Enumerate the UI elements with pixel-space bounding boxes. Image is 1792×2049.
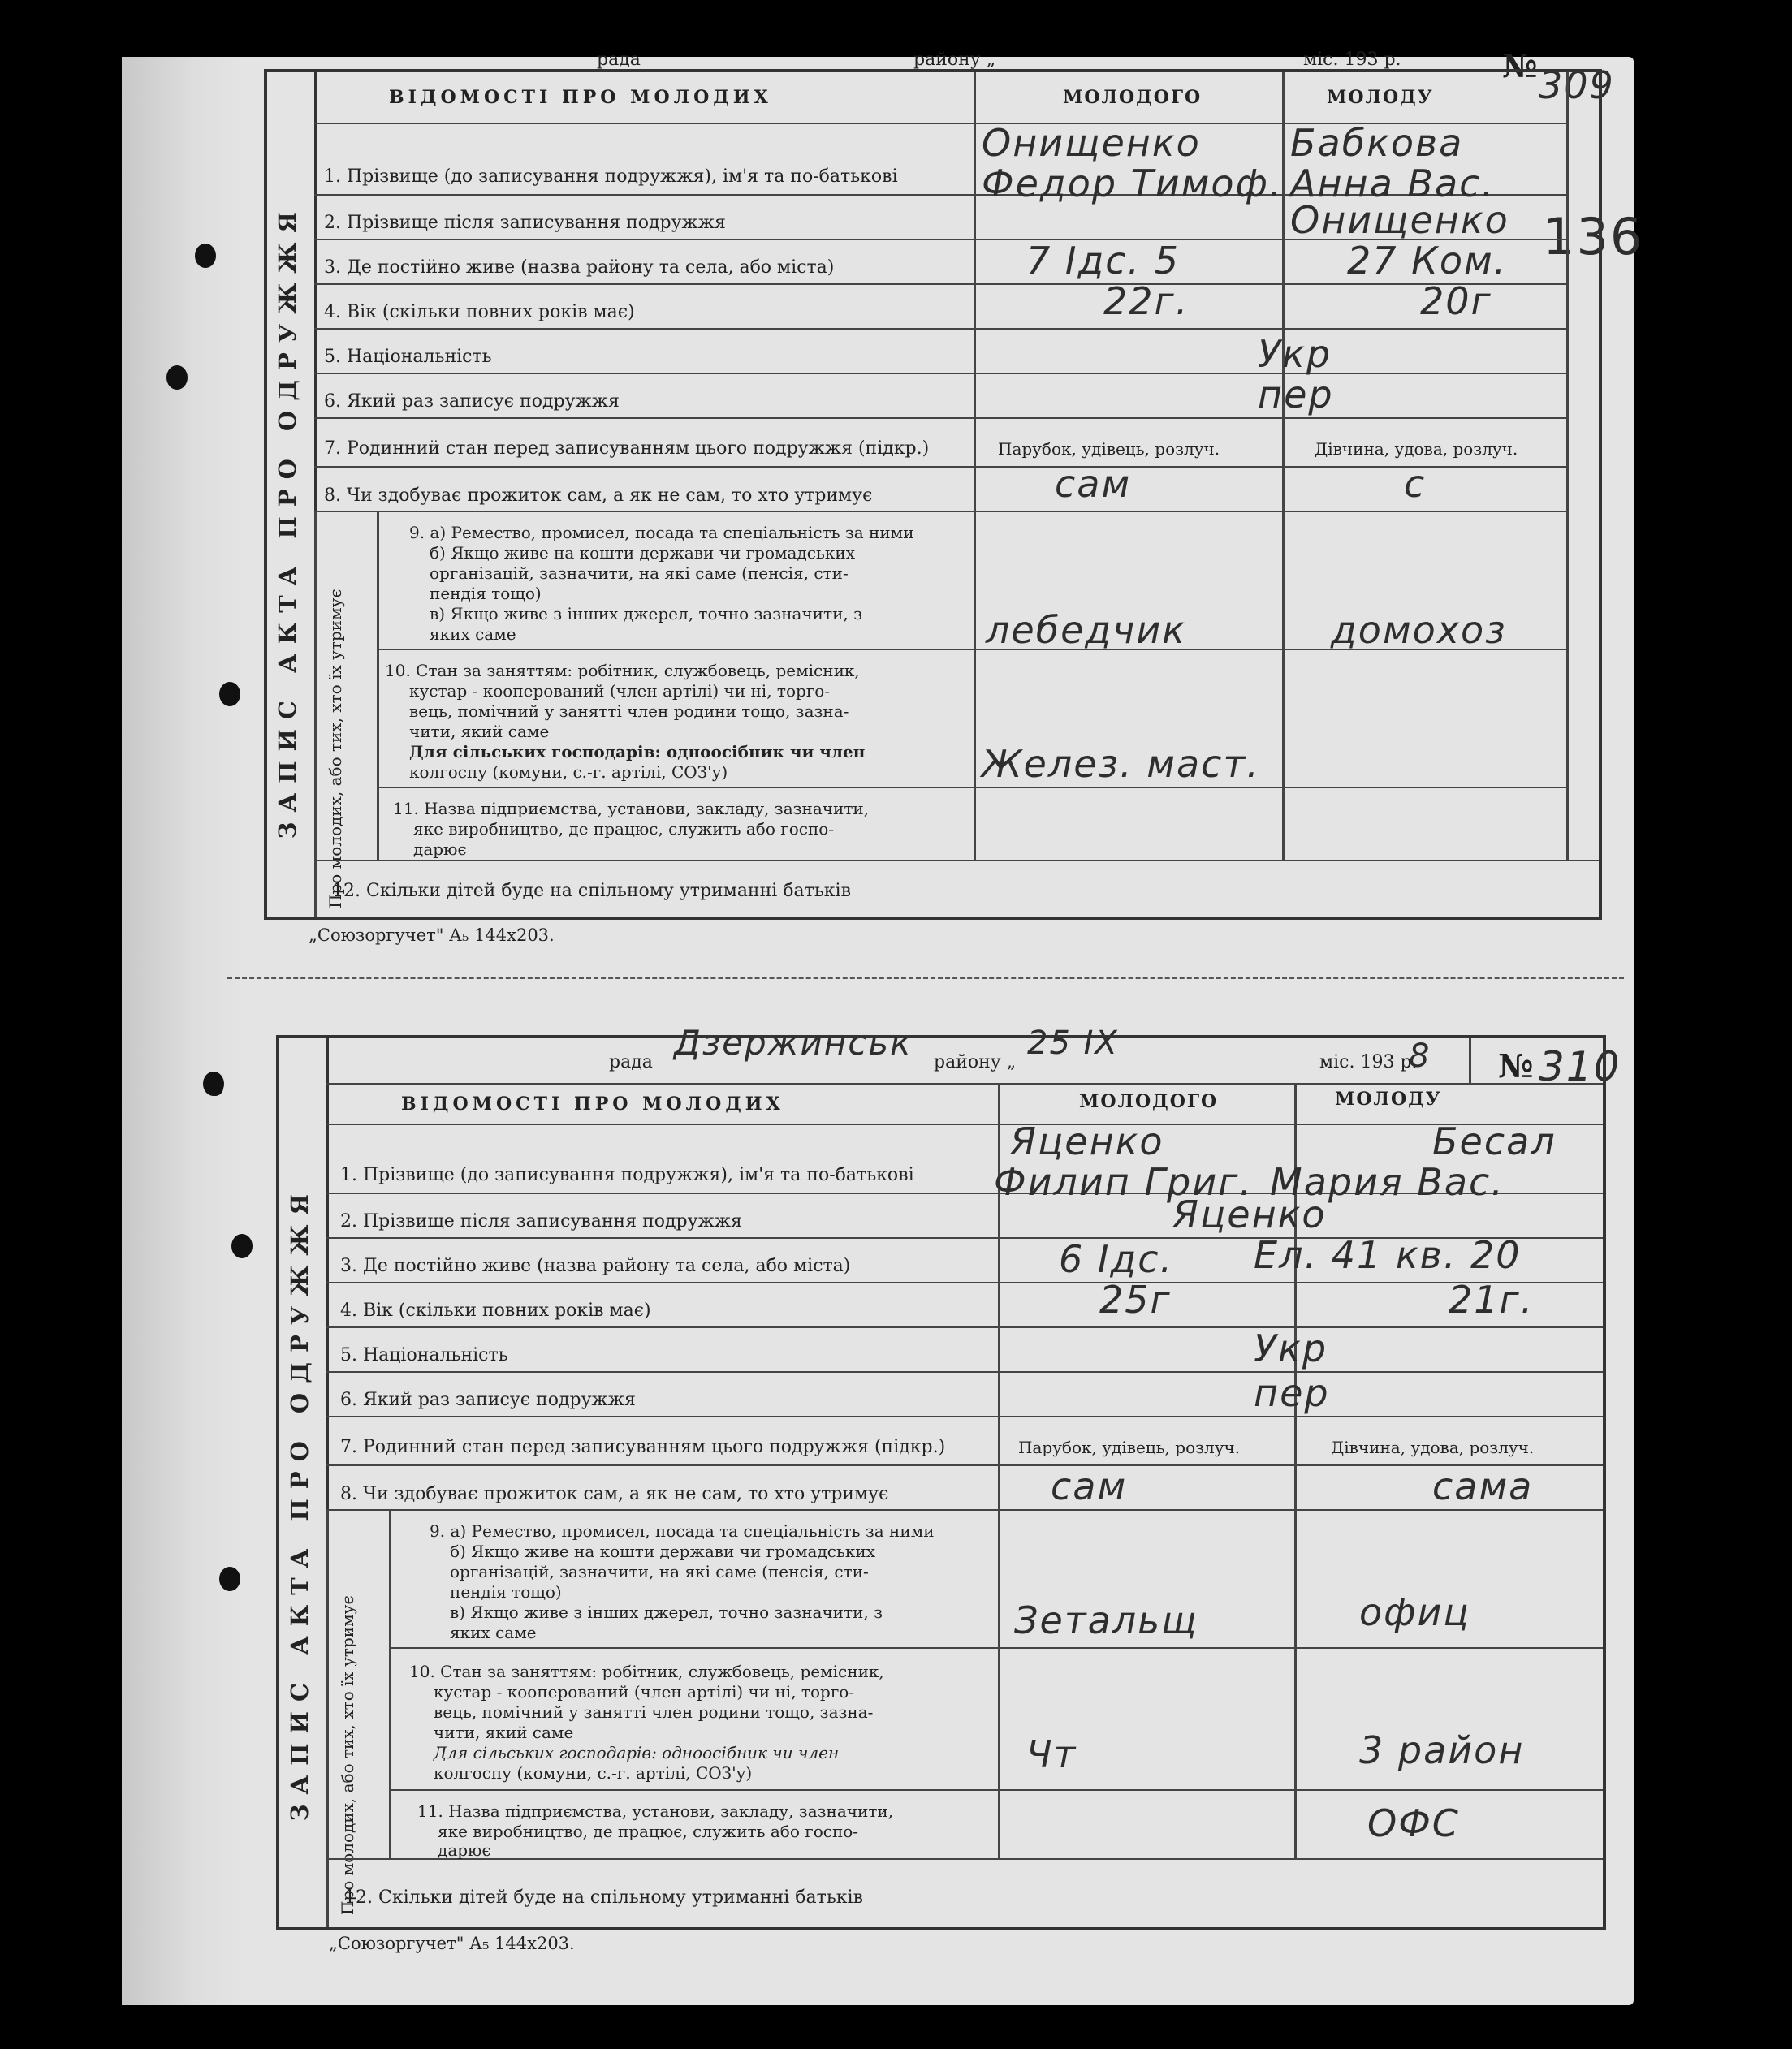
row-9-line: організацій, зазначити, на які саме (пенсія, сти- xyxy=(450,1562,869,1581)
side-subtitle: Про молодих, або тих, хто їх утримує xyxy=(326,589,345,908)
nationality: Укр xyxy=(1258,332,1332,376)
header-bride: МОЛОДУ xyxy=(1327,87,1434,108)
row-10-line: вець, помічний у занятті член родини тощо, зазна- xyxy=(434,1702,874,1722)
row-8-label: 8. Чи здобуває прожиток сам, а як не сам, то хто утримує xyxy=(340,1484,889,1504)
row-5-label: 5. Національність xyxy=(324,347,492,367)
punch-hole xyxy=(219,682,240,706)
bride-workplace: ОФС xyxy=(1367,1801,1460,1845)
bride-status: 3 район xyxy=(1359,1728,1525,1772)
side-title-column xyxy=(279,1038,329,1927)
new-surname: Яценко xyxy=(1172,1193,1327,1236)
rada-name: Дзержинськ xyxy=(674,1023,913,1063)
row-5-label: 5. Національність xyxy=(340,1345,508,1365)
row-line xyxy=(314,328,1566,330)
marriage-count: пер xyxy=(1254,1371,1330,1415)
row-line xyxy=(377,787,1566,788)
bride-surname: Бабкова xyxy=(1290,121,1464,165)
side-title-column xyxy=(267,72,317,917)
record-number-label: № xyxy=(1498,1047,1534,1085)
bride-name: Анна Вас. xyxy=(1290,162,1496,205)
bride-occupation: домохоз xyxy=(1331,608,1507,652)
row-line xyxy=(326,1416,1603,1417)
row-line xyxy=(314,283,1566,285)
header-groom: МОЛОДОГО xyxy=(1079,1091,1219,1112)
row-11-line: яке виробництво, де працює, служить або госпо- xyxy=(413,819,835,839)
side-subtitle: Про молодих, або тих, хто їх утримує xyxy=(338,1595,357,1915)
row-line xyxy=(314,373,1566,374)
row-11-line: яке виробництво, де працює, служить або госпо- xyxy=(438,1822,859,1841)
punch-hole xyxy=(219,1567,240,1591)
groom-workplace: Желез. маст. xyxy=(982,742,1260,786)
row-4-label: 4. Вік (скільки повних років має) xyxy=(340,1301,651,1321)
groom-name: Федор Тимоф. xyxy=(982,162,1283,205)
groom-surname: Яценко xyxy=(1010,1119,1164,1163)
header-info: ВІДОМОСТІ ПРО МОЛОДИХ xyxy=(389,87,772,108)
row-line xyxy=(389,1647,1603,1649)
row-line xyxy=(314,511,1566,512)
divider xyxy=(314,511,317,917)
row-line xyxy=(326,1371,1603,1373)
row-line xyxy=(326,1509,1603,1511)
bride-age: 20г xyxy=(1420,279,1492,323)
row-3-label: 3. Де постійно живе (назва району та села, або міста) xyxy=(340,1256,851,1276)
year-digit: 8 xyxy=(1409,1037,1431,1075)
divider xyxy=(389,1509,391,1858)
row-11-line: 11. Назва підприємства, установи, закладу, зазначити, xyxy=(393,799,870,818)
date: 25 IX xyxy=(1027,1024,1119,1062)
side-title: ЗАПИС АКТА ПРО ОДРУЖЖЯ xyxy=(274,202,301,839)
punch-hole xyxy=(166,365,188,390)
groom-name: Филип Григ. xyxy=(994,1160,1254,1204)
row-10-line: 10. Стан за заняттям: робітник, службовець, ремісник, xyxy=(409,1662,884,1681)
record-number: 310 xyxy=(1539,1043,1621,1090)
rada-label: рада xyxy=(597,50,641,70)
binding-edge xyxy=(122,57,244,2005)
groom-status-options: Парубок, удівець, розлуч. xyxy=(998,439,1220,459)
bride-status-options: Дівчина, удова, розлуч. xyxy=(1331,1438,1535,1457)
divider xyxy=(377,511,379,860)
rayon-label: району „ xyxy=(913,50,996,70)
marriage-count: пер xyxy=(1258,373,1334,416)
row-9-line: організацій, зазначити, на які саме (пенсія, сти- xyxy=(430,563,849,583)
groom-age: 25г xyxy=(1099,1278,1172,1322)
divider xyxy=(326,1509,329,1927)
row-9-line: в) Якщо живе з інших джерел, точно зазначити, з xyxy=(430,604,863,623)
bride-support: с xyxy=(1404,462,1427,506)
bride-surname: Бесал xyxy=(1432,1119,1557,1163)
column-divider xyxy=(1469,1038,1471,1083)
groom-support: сам xyxy=(1055,462,1132,506)
row-10-line: кустар - кооперований (член артілі) чи ні, торго- xyxy=(409,681,831,701)
form-grid xyxy=(276,1035,1606,1930)
column-divider xyxy=(1566,72,1569,860)
form-grid xyxy=(264,69,1602,920)
new-surname: Онищенко xyxy=(1290,198,1509,242)
side-title: ЗАПИС АКТА ПРО ОДРУЖЖЯ xyxy=(286,1184,313,1822)
row-6-label: 6. Який раз записує подружжя xyxy=(340,1390,636,1410)
bride-address: 27 Ком. xyxy=(1347,239,1508,283)
row-9-line: пендія тощо) xyxy=(450,1582,562,1602)
row-7-label: 7. Родинний стан перед записуванням цього подружжя (підкр.) xyxy=(324,438,930,459)
row-3-label: 3. Де постійно живе (назва району та села, або міста) xyxy=(324,257,835,278)
row-12-label: 12. Скільки дітей буде на спільному утриманні батьків xyxy=(344,1887,863,1908)
row-2-label: 2. Прізвище після записування подружжя xyxy=(340,1211,742,1232)
cut-line xyxy=(227,977,1624,979)
form-footer: „Союзоргучет" А₅ 144х203. xyxy=(329,1934,575,1953)
rada-label: рада xyxy=(609,1052,653,1072)
row-6-label: 6. Який раз записує подружжя xyxy=(324,391,620,412)
punch-hole xyxy=(231,1234,253,1258)
groom-address: 6 Ідс. xyxy=(1059,1237,1174,1281)
header-info: ВІДОМОСТІ ПРО МОЛОДИХ xyxy=(401,1094,784,1115)
bride-occupation: офиц xyxy=(1359,1590,1470,1634)
row-7-label: 7. Родинний стан перед записуванням цього подружжя (підкр.) xyxy=(340,1437,946,1457)
punch-hole xyxy=(207,1080,223,1096)
row-4-label: 4. Вік (скільки повних років має) xyxy=(324,302,635,322)
month-year-label: міс. 193 р. xyxy=(1319,1052,1418,1072)
row-9-line: яких саме xyxy=(450,1623,537,1642)
month-year-label: міс. 193 р. xyxy=(1303,50,1401,70)
row-10-line: колгоспу (комуни, с.-г. артілі, СОЗ'у) xyxy=(434,1763,753,1783)
groom-status: Чт xyxy=(1026,1732,1077,1776)
row-9-line: в) Якщо живе з інших джерел, точно зазначити, з xyxy=(450,1603,883,1622)
row-line xyxy=(326,1083,1603,1085)
groom-surname: Онищенко xyxy=(982,121,1201,165)
row-12-label: 12. Скільки дітей буде на спільному утриманні батьків xyxy=(332,881,851,901)
row-9-line: б) Якщо живе на кошти держави чи громадських xyxy=(450,1542,875,1561)
row-9-line: 9. а) Ремество, промисел, посада та спеціальність за ними xyxy=(409,523,914,542)
bride-support: сама xyxy=(1432,1464,1534,1508)
row-8-label: 8. Чи здобуває прожиток сам, а як не сам, то хто утримує xyxy=(324,485,873,506)
row-line xyxy=(326,1464,1603,1466)
row-9-line: яких саме xyxy=(430,624,516,644)
row-line xyxy=(389,1789,1603,1791)
nationality: Укр xyxy=(1254,1326,1328,1370)
groom-age: 22г. xyxy=(1103,279,1190,323)
groom-address: 7 Ідс. 5 xyxy=(1026,239,1181,283)
row-1-label: 1. Прізвище (до записування подружжя), ім'я та по-батькові xyxy=(324,166,898,187)
margin-number: 136 xyxy=(1543,207,1644,266)
bride-address: Ел. 41 кв. 20 xyxy=(1254,1233,1522,1277)
row-9-line: б) Якщо живе на кошти держави чи громадських xyxy=(430,543,855,563)
row-line xyxy=(326,1282,1603,1283)
form-footer: „Союзоргучет" А₅ 144х203. xyxy=(309,925,555,945)
bride-age: 21г. xyxy=(1449,1278,1535,1322)
row-line xyxy=(314,466,1566,468)
row-10-line: Для сільських господарів: одноосібник чи член xyxy=(409,742,866,761)
groom-support: сам xyxy=(1051,1464,1128,1508)
row-11-line: дарює xyxy=(413,839,467,859)
groom-status-options: Парубок, удівець, розлуч. xyxy=(1018,1438,1241,1457)
row-11-line: дарює xyxy=(438,1840,491,1860)
row-9-line: 9. а) Ремество, промисел, посада та спеціальність за ними xyxy=(430,1521,935,1541)
row-10-line: чити, який саме xyxy=(409,722,550,741)
punch-hole xyxy=(195,244,216,268)
row-line xyxy=(314,417,1566,419)
row-line xyxy=(326,1124,1603,1125)
row-11-line: 11. Назва підприємства, установи, закладу, зазначити, xyxy=(417,1801,894,1821)
header-bride: МОЛОДУ xyxy=(1335,1089,1442,1110)
rayon-label: району „ xyxy=(934,1052,1017,1072)
row-10-line: вець, помічний у занятті член родини тощо, зазна- xyxy=(409,701,849,721)
record-number-label: № xyxy=(1502,47,1538,85)
record-number: 309 xyxy=(1539,63,1615,107)
row-line xyxy=(326,1326,1603,1328)
groom-occupation: лебедчик xyxy=(986,608,1187,652)
header-groom: МОЛОДОГО xyxy=(1063,87,1203,108)
row-10-line: Для сільських господарів: одноосібник чи член xyxy=(434,1743,840,1762)
row-1-label: 1. Прізвище (до записування подружжя), ім'я та по-батькові xyxy=(340,1165,914,1185)
row-10-line: 10. Стан за заняттям: робітник, службовець, ремісник, xyxy=(385,661,860,680)
groom-occupation: Зетальщ xyxy=(1014,1598,1198,1642)
row-10-line: кустар - кооперований (член артілі) чи ні, торго- xyxy=(434,1682,855,1702)
bride-name: Мария Вас. xyxy=(1270,1160,1505,1204)
row-line xyxy=(326,1858,1603,1860)
row-10-line: колгоспу (комуни, с.-г. артілі, СОЗ'у) xyxy=(409,762,728,782)
bride-status-options: Дівчина, удова, розлуч. xyxy=(1315,439,1518,459)
row-10-line: чити, який саме xyxy=(434,1723,574,1742)
row-line xyxy=(314,860,1599,861)
row-2-label: 2. Прізвище після записування подружжя xyxy=(324,213,726,233)
row-9-line: пендія тощо) xyxy=(430,584,542,603)
